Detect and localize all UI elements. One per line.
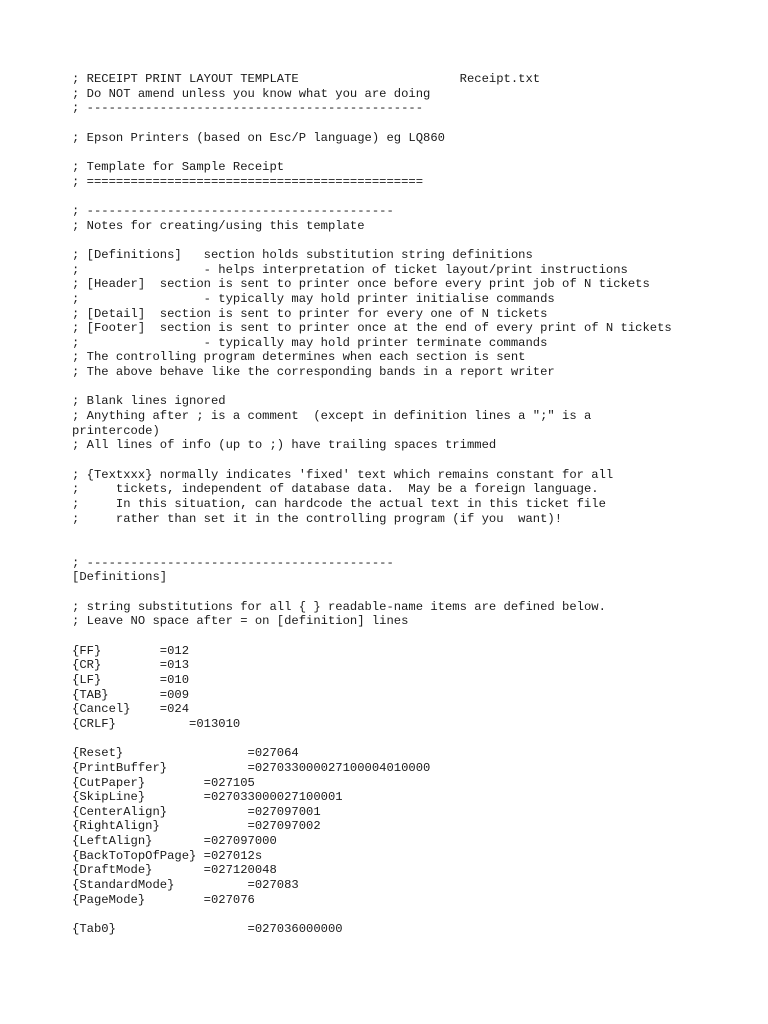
text-line: ; - typically may hold printer terminate commands (72, 335, 548, 350)
text-line: ; tickets, independent of database data. May be a foreign language. (72, 482, 599, 497)
text-line: ; RECEIPT PRINT LAYOUT TEMPLATE Receipt.txt (72, 72, 541, 86)
text-line: ; ============================================== (72, 174, 424, 189)
blank-line (72, 629, 732, 644)
text-line: ; The controlling program determines when each section is sent (72, 350, 526, 365)
text-line: {Cancel} =024 (72, 702, 190, 717)
blank-line (72, 145, 732, 160)
text-line: ; ------------------------------------------ (72, 203, 394, 218)
text-line: ; ------------------------------------------ (72, 555, 394, 570)
text-line: ; string substitutions for all { } readable-name items are defined below. (72, 599, 606, 614)
text-line: ; Do NOT amend unless you know what you are doing (72, 86, 431, 101)
text-line: ; Anything after ; is a comment (except in definition lines a ";" is a (72, 409, 592, 424)
text-line: ; {Textxxx} normally indicates 'fixed' text which remains constant for all (72, 467, 614, 482)
document-page (72, 72, 732, 937)
text-line: ; The above behave like the corresponding bands in a report writer (72, 365, 555, 380)
text-line: {CR} =013 (72, 658, 190, 673)
text-line: ; All lines of info (up to ;) have trailing spaces trimmed (72, 438, 497, 453)
blank-line (72, 732, 732, 747)
text-line: {SkipLine} =027033000027100001 (72, 790, 343, 805)
text-line: {PageMode} =027076 (72, 892, 255, 907)
text-line: {LeftAlign} =027097000 (72, 834, 277, 849)
text-line: ; Epson Printers (based on Esc/P language) eg LQ860 (72, 130, 445, 145)
text-line: ; [Detail] section is sent to printer for every one of N tickets (72, 306, 548, 321)
text-line: ; - helps interpretation of ticket layout/print instructions (72, 262, 628, 277)
blank-line (72, 526, 732, 541)
text-line: ; Blank lines ignored (72, 394, 226, 409)
text-line: {StandardMode} =027083 (72, 878, 299, 893)
text-line: printercode) (72, 423, 160, 438)
blank-line (72, 453, 732, 468)
blank-line (72, 189, 732, 204)
text-line: {TAB} =009 (72, 687, 190, 702)
text-line: ; [Definitions] section holds substitution string definitions (72, 247, 533, 262)
blank-line (72, 116, 732, 131)
blank-line (72, 585, 732, 600)
text-line: {RightAlign} =027097002 (72, 819, 321, 834)
text-line: ; - typically may hold printer initialise commands (72, 291, 555, 306)
text-line: {DraftMode} =027120048 (72, 863, 277, 878)
text-line: {Tab0} =027036000000 (72, 922, 343, 937)
blank-line (72, 541, 732, 556)
text-line: {BackToTopOfPage} =027012s (72, 848, 263, 863)
text-line: ; ---------------------------------------------- (72, 101, 424, 116)
text-line: {CenterAlign} =027097001 (72, 804, 321, 819)
text-line: ; In this situation, can hardcode the actual text in this ticket file (72, 497, 606, 512)
text-line: ; Template for Sample Receipt (72, 159, 285, 174)
text-line: ; Leave NO space after = on [definition] lines (72, 614, 409, 629)
text-line: ; Notes for creating/using this template (72, 218, 365, 233)
blank-line (72, 233, 732, 248)
text-line: ; [Header] section is sent to printer once before every print job of N tickets (72, 277, 650, 292)
text-line: {CRLF} =013010 (72, 716, 241, 731)
blank-line (72, 907, 732, 922)
text-line: {CutPaper} =027105 (72, 775, 255, 790)
text-line: {PrintBuffer} =027033000027100004010000 (72, 760, 431, 775)
text-line: [Definitions] (72, 570, 168, 585)
text-line: ; [Footer] section is sent to printer once at the end of every print of N tickets (72, 321, 672, 336)
text-line: {LF} =010 (72, 672, 190, 687)
text-line: {FF} =012 (72, 643, 190, 658)
text-line: ; rather than set it in the controlling program (if you want)! (72, 511, 563, 526)
blank-line (72, 380, 732, 395)
text-line: {Reset} =027064 (72, 746, 299, 761)
